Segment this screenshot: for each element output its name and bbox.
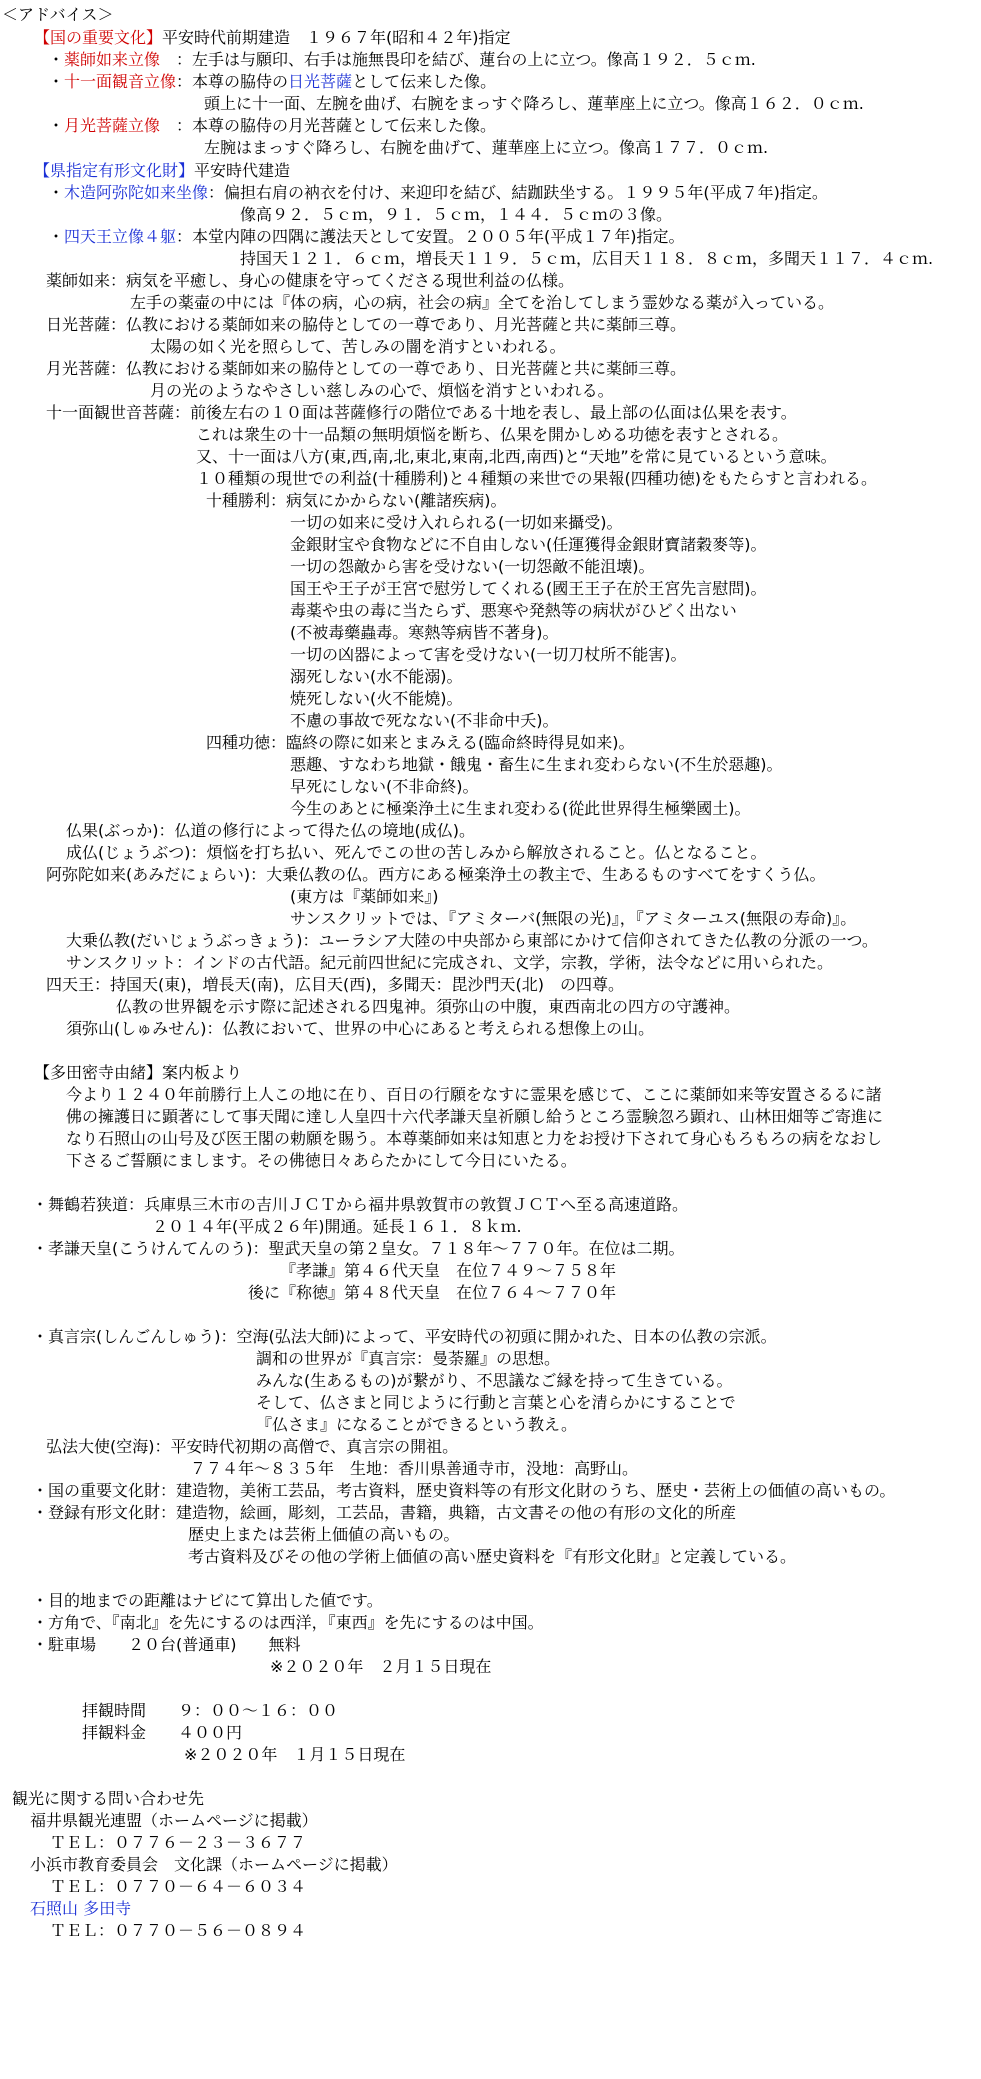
text-segment: 歴史上または芸術上価値の高いもの。 bbox=[188, 1525, 460, 1544]
highlight-red: 薬師如来立像 bbox=[64, 50, 161, 69]
text-line bbox=[2, 4, 114, 26]
text-segment: として伝来した像。 bbox=[352, 72, 497, 91]
text-line bbox=[66, 1106, 883, 1128]
text-segment: 拝観料金 ４００円 bbox=[82, 1723, 243, 1742]
text-line bbox=[48, 71, 496, 93]
text-segment: 後に『称徳』第４８代天皇 在位７６４～７７０年 bbox=[248, 1283, 617, 1302]
highlight-blue: 石照山 多田寺 bbox=[30, 1899, 132, 1918]
text-line bbox=[32, 1238, 685, 1260]
text-line bbox=[116, 996, 740, 1018]
text-segment: ＴＥＬ：０７７６－２３－３６７７ bbox=[50, 1833, 307, 1852]
text-line bbox=[196, 468, 877, 490]
text-segment: 観光に関する問い合わせ先 bbox=[12, 1789, 205, 1808]
text-segment: 金銀財宝や食物などに不自由しない(任運獲得金銀財寶諸穀麥等)。 bbox=[290, 535, 767, 554]
text-segment: 毒薬や虫の毒に当たらず、悪寒や発熱等の病状がひどく出ない bbox=[290, 601, 737, 620]
text-line bbox=[32, 1194, 688, 1216]
text-segment: ：本堂内陣の四隅に護法天として安置。２００５年(平成１７年)指定。 bbox=[176, 227, 685, 246]
text-segment: 今より１２４０年前勝行上人この地に在り、百日の行願をなすに霊果を感じて、ここに薬師如来等安置さるるに諸 bbox=[66, 1085, 882, 1104]
text-line bbox=[48, 226, 685, 248]
text-line bbox=[46, 402, 797, 424]
text-segment: 佛の擁護日に顕著にして事天聞に達し人皇四十六代孝謙天皇祈願し給うところ霊験忽ろ顕れ、山林田畑等ご寄進に bbox=[66, 1107, 883, 1126]
text-line bbox=[46, 1436, 458, 1458]
text-segment: 福井県観光連盟（ホームページに掲載） bbox=[30, 1811, 318, 1830]
text-line bbox=[290, 886, 439, 908]
text-segment: 小浜市教育委員会 文化課（ホームページに掲載） bbox=[30, 1855, 398, 1874]
text-segment: (不被毒藥蟲毒。寒熱等病皆不著身)。 bbox=[290, 623, 559, 642]
highlight-red: 十一面観音立像 bbox=[64, 72, 177, 91]
text-segment: 頭上に十一面、左腕を曲げ、右腕をまっすぐ降ろし、蓮華座上に立つ。像高１６２．０ｃｍ. bbox=[204, 94, 864, 113]
text-line bbox=[130, 292, 834, 314]
text-segment: 今生のあとに極楽浄土に生まれ変わる(從此世界得生極樂國土)。 bbox=[290, 799, 751, 818]
text-segment: ・国の重要文化財：建造物，美術工芸品，考古資料，歴史資料等の有形文化財のうち、歴史・芸術上の価値の高いもの。 bbox=[32, 1481, 896, 1500]
text-line bbox=[50, 1920, 306, 1942]
text-line bbox=[204, 93, 864, 115]
text-line bbox=[248, 1282, 616, 1304]
text-segment: ＴＥＬ：０７７０－５６－０８９４ bbox=[50, 1921, 307, 1940]
text-line bbox=[82, 1722, 242, 1744]
text-line bbox=[290, 798, 751, 820]
text-line bbox=[290, 534, 767, 556]
text-segment: 持国天１２１．６ｃｍ，増長天１１９．５ｃｍ，広目天１１８．８ｃｍ，多聞天１１７．４ｃｍ. bbox=[240, 249, 934, 268]
text-line bbox=[256, 1392, 736, 1414]
text-line bbox=[204, 137, 768, 159]
highlight-red: 月光菩薩立像 bbox=[64, 116, 161, 135]
text-segment: 拝観時間 ９：００～１６：００ bbox=[82, 1701, 339, 1720]
text-line bbox=[66, 842, 767, 864]
text-segment: ＜アドバイス＞ bbox=[2, 5, 114, 24]
highlight-red: 【国の重要文化】 bbox=[34, 28, 163, 47]
text-segment: 又、十一面は八方(東,西,南,北,東北,東南,北西,南西)と“天地”を常に見ているという意味。 bbox=[196, 447, 837, 466]
text-segment: 仏教の世界観を示す際に記述される四鬼神。須弥山の中腹，東西南北の四方の守護神。 bbox=[116, 997, 741, 1016]
text-segment: 日光菩薩：仏教における薬師如来の脇侍としての一尊であり、月光菩薩と共に薬師三尊。 bbox=[46, 315, 687, 334]
highlight-blue: 【県指定有形文化財】 bbox=[34, 161, 195, 180]
text-line bbox=[50, 1876, 306, 1898]
text-segment: ・目的地までの距離はナビにて算出した値です。 bbox=[32, 1591, 383, 1610]
text-segment: 十種勝利：病気にかからない(離諸疾病)。 bbox=[206, 491, 507, 510]
text-segment: ・駐車場 ２０台(普通車) 無料 bbox=[32, 1635, 301, 1654]
text-line bbox=[30, 1898, 131, 1920]
text-segment: 左腕はまっすぐ降ろし、右腕を曲げて、蓮華座上に立つ。像高１７７．０ｃｍ. bbox=[204, 138, 769, 157]
text-segment: 平安時代建造 bbox=[194, 161, 291, 180]
text-segment: ：本尊の脇侍の bbox=[176, 72, 289, 91]
text-line bbox=[290, 754, 783, 776]
text-segment: ・ bbox=[48, 183, 65, 202]
text-line bbox=[32, 1502, 736, 1524]
text-line bbox=[290, 578, 767, 600]
text-segment: ：左手は与願印、右手は施無畏印を結び、蓮台の上に立つ。像高１９２．５ｃｍ. bbox=[160, 50, 756, 69]
text-line bbox=[30, 1854, 398, 1876]
text-line bbox=[290, 688, 463, 710]
text-segment: 『仏さま』になることができるという教え。 bbox=[256, 1415, 577, 1434]
text-segment: 左手の薬壷の中には『体の病，心の病，社会の病』全てを治してしまう霊妙なる薬が入っている。 bbox=[130, 293, 835, 312]
text-line bbox=[46, 314, 686, 336]
text-segment: 一切の凶器によって害を受けない(一切刀杖所不能害)。 bbox=[290, 645, 687, 664]
text-line bbox=[290, 710, 559, 732]
text-line bbox=[188, 1524, 459, 1546]
text-segment: 十一面観世音菩薩：前後左右の１０面は菩薩修行の階位である十地を表し、最上部の仏面は仏果を表す。 bbox=[46, 403, 797, 422]
text-line bbox=[290, 512, 623, 534]
text-line bbox=[256, 1370, 733, 1392]
text-line bbox=[46, 974, 624, 996]
highlight-blue: 木造阿弥陀如来坐像 bbox=[64, 183, 209, 202]
text-segment: ７７４年～８３５年 生地：香川県善通寺市，没地：高野山。 bbox=[190, 1459, 639, 1478]
text-segment: ・ bbox=[48, 72, 65, 91]
text-line bbox=[290, 666, 463, 688]
text-segment: 仏果(ぶっか)：仏道の修行によって得た仏の境地(成仏)。 bbox=[66, 821, 475, 840]
text-line bbox=[256, 1348, 560, 1370]
text-line bbox=[66, 1128, 882, 1150]
text-segment: ・ bbox=[48, 227, 65, 246]
text-line bbox=[290, 600, 737, 622]
text-segment: 調和の世界が『真言宗：曼荼羅』の思想。 bbox=[256, 1349, 561, 1368]
text-segment: 早死にしない(不非命終)。 bbox=[290, 777, 479, 796]
text-line bbox=[32, 1590, 383, 1612]
text-segment: 不慮の事故で死なない(不非命中夭)。 bbox=[290, 711, 559, 730]
text-segment: 四種功徳：臨終の際に如来とまみえる(臨命終時得見如来)。 bbox=[206, 733, 635, 752]
text-line bbox=[66, 1150, 577, 1172]
text-segment: 下さるご誓願にまします。その佛徳日々あらたかにして今日にいたる。 bbox=[66, 1151, 577, 1170]
text-line bbox=[290, 622, 559, 644]
text-segment: ・方角で、『南北』を先にするのは西洋，『東西』を先にするのは中国。 bbox=[32, 1613, 544, 1632]
text-line bbox=[48, 115, 496, 137]
text-segment: 阿弥陀如来(あみだにょらい)：大乗仏教の仏。西方にある極楽浄土の教主で、生あるものすべてをすくう仏。 bbox=[46, 865, 826, 884]
text-segment: １０種類の現世での利益(十種勝利)と４種類の来世での果報(四種功徳)をもたらすと言われる。 bbox=[196, 469, 877, 488]
text-line bbox=[290, 556, 655, 578]
text-segment: サンスクリットでは、『アミターバ(無限の光)』，『アミターユス(無限の寿命)』。 bbox=[290, 909, 857, 928]
text-segment: 像高９２．５ｃｍ，９１．５ｃｍ，１４４．５ｃｍの３像。 bbox=[240, 205, 673, 224]
text-line bbox=[206, 490, 507, 512]
text-segment: (東方は『薬師如来』) bbox=[290, 887, 439, 906]
text-segment: ＴＥＬ：０７７０－６４－６０３４ bbox=[50, 1877, 307, 1896]
text-line bbox=[290, 776, 479, 798]
text-segment: 国王や王子が王宮で慰労してくれる(國王王子在於王宮先言慰問)。 bbox=[290, 579, 767, 598]
text-segment: 焼死しない(火不能燒)。 bbox=[290, 689, 463, 708]
text-line bbox=[66, 952, 833, 974]
text-line bbox=[152, 1216, 522, 1238]
text-line bbox=[66, 930, 878, 952]
text-segment: ・孝謙天皇(こうけんてんのう)：聖武天皇の第２皇女。７１８年～７７０年。在位は二期。 bbox=[32, 1239, 685, 1258]
text-line bbox=[32, 1612, 544, 1634]
text-segment: サンスクリット：インドの古代語。紀元前四世紀に完成され、文学，宗教，学術，法令などに用いられた。 bbox=[66, 953, 834, 972]
text-line bbox=[196, 424, 788, 446]
text-line bbox=[184, 1744, 405, 1766]
text-segment: 考古資料及びその他の学術上価値の高い歴史資料を『有形文化財』と定義している。 bbox=[188, 1547, 797, 1566]
text-segment: ２０１４年(平成２６年)開通。延長１６１．８ｋｍ. bbox=[152, 1217, 522, 1236]
text-line bbox=[256, 1414, 577, 1436]
highlight-blue: 日光菩薩 bbox=[288, 72, 353, 91]
text-segment: ・登録有形文化財：建造物，絵画，彫刻，工芸品，書籍，典籍，古文書その他の有形の文化的所産 bbox=[32, 1503, 737, 1522]
highlight-blue: 四天王立像４躯 bbox=[64, 227, 177, 246]
text-line bbox=[270, 1656, 491, 1678]
text-segment: ※２０２０年 １月１５日現在 bbox=[184, 1745, 406, 1764]
text-segment: 太陽の如く光を照らして、苦しみの闇を消すといわれる。 bbox=[150, 337, 566, 356]
text-line bbox=[34, 27, 511, 49]
text-segment: 成仏(じょうぶつ)：煩悩を打ち払い、死んでこの世の苦しみから解放されること。仏となること。 bbox=[66, 843, 767, 862]
text-line bbox=[32, 1480, 895, 1502]
text-segment: みんな(生あるもの)が繋がり、不思議なご縁を持って生きている。 bbox=[256, 1371, 733, 1390]
text-line bbox=[150, 336, 566, 358]
text-line bbox=[190, 1458, 638, 1480]
text-segment: 【多田密寺由緒】案内板より bbox=[34, 1063, 243, 1082]
text-segment: なり石照山の山号及び医王閣の勅願を賜う。本尊薬師如来は知恵と力をお授け下されて身心もろもろの病をなおし bbox=[66, 1129, 883, 1148]
text-line bbox=[32, 1326, 777, 1348]
text-line bbox=[46, 270, 574, 292]
text-line bbox=[150, 380, 614, 402]
text-line bbox=[48, 49, 756, 71]
text-line bbox=[50, 1832, 306, 1854]
text-segment: ・真言宗(しんごんしゅう)：空海(弘法大師)によって、平安時代の初頭に開かれた、日本の仏教の宗派。 bbox=[32, 1327, 777, 1346]
text-segment: 悪趣、すなわち地獄・餓鬼・畜生に生まれ変わらない(不生於惡趣)。 bbox=[290, 755, 783, 774]
text-segment: 弘法大使(空海)：平安時代初期の高僧で、真言宗の開祖。 bbox=[46, 1437, 459, 1456]
text-line bbox=[196, 446, 837, 468]
text-line bbox=[30, 1810, 318, 1832]
text-segment: 大乗仏教(だいじょうぶっきょう)：ユーラシア大陸の中央部から東部にかけて信仰されてきた仏教の分派の一つ。 bbox=[66, 931, 878, 950]
text-segment: 『孝謙』第４６代天皇 在位７４９～７５８年 bbox=[280, 1261, 617, 1280]
text-segment: 平安時代前期建造 １９６７年(昭和４２年)指定 bbox=[162, 28, 511, 47]
text-line bbox=[290, 908, 856, 930]
text-line bbox=[34, 1062, 242, 1084]
text-segment: ：本尊の脇侍の月光菩薩として伝来した像。 bbox=[160, 116, 497, 135]
text-line bbox=[66, 1018, 654, 1040]
text-segment: 薬師如来：病気を平癒し、身心の健康を守ってくださる現世利益の仏様。 bbox=[46, 271, 575, 290]
text-line bbox=[46, 358, 686, 380]
text-line bbox=[188, 1546, 796, 1568]
text-segment: ：偏担右肩の衲衣を付け、来迎印を結び、結跏趺坐する。１９９５年(平成７年)指定。 bbox=[208, 183, 828, 202]
text-segment: 四天王：持国天(東)，増長天(南)，広目天(西)，多聞天：毘沙門天(北) の四尊。 bbox=[46, 975, 624, 994]
text-segment: 一切の怨敵から害を受けない(一切怨敵不能沮壊)。 bbox=[290, 557, 655, 576]
text-line bbox=[290, 644, 687, 666]
text-line bbox=[280, 1260, 616, 1282]
text-line bbox=[66, 820, 475, 842]
text-line bbox=[240, 204, 672, 226]
text-line bbox=[32, 1634, 301, 1656]
text-line bbox=[12, 1788, 204, 1810]
text-segment: ・舞鶴若狭道：兵庫県三木市の吉川ＪＣＴから福井県敦賀市の敦賀ＪＣＴへ至る高速道路。 bbox=[32, 1195, 689, 1214]
text-segment: 須弥山(しゅみせん)：仏教において、世界の中心にあると考えられる想像上の山。 bbox=[66, 1019, 655, 1038]
text-segment: 一切の如来に受け入れられる(一切如来攝受)。 bbox=[290, 513, 623, 532]
text-segment: これは衆生の十一品類の無明煩悩を断ち、仏果を開かしめる功徳を表すとされる。 bbox=[196, 425, 789, 444]
text-line bbox=[46, 864, 826, 886]
text-segment: 月の光のようなやさしい慈しみの心で、煩悩を消すといわれる。 bbox=[150, 381, 614, 400]
text-line bbox=[66, 1084, 882, 1106]
text-line bbox=[240, 248, 933, 270]
text-segment: ・ bbox=[48, 50, 65, 69]
text-line bbox=[206, 732, 635, 754]
text-line bbox=[34, 160, 290, 182]
text-segment: そして、仏さまと同じように行動と言葉と心を清らかにすることで bbox=[256, 1393, 736, 1412]
text-line bbox=[82, 1700, 338, 1722]
text-segment: 月光菩薩：仏教における薬師如来の脇侍としての一尊であり、日光菩薩と共に薬師三尊。 bbox=[46, 359, 687, 378]
text-segment: 溺死しない(水不能溺)。 bbox=[290, 667, 463, 686]
text-segment: ・ bbox=[48, 116, 65, 135]
text-segment: ※２０２０年 ２月１５日現在 bbox=[270, 1657, 492, 1676]
text-line bbox=[48, 182, 828, 204]
